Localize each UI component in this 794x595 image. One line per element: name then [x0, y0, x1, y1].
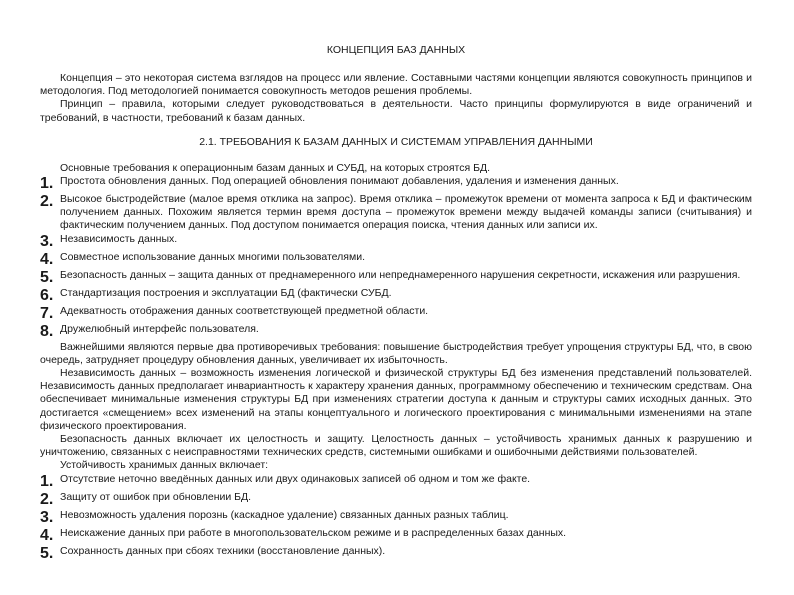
page-title: КОНЦЕПЦИЯ БАЗ ДАННЫХ	[326, 44, 466, 56]
item-text: Совместное использование данных многими пользователями.	[60, 250, 365, 263]
list-item	[40, 305, 752, 323]
item-number: 3.	[40, 508, 54, 526]
item-text: Дружелюбный интерфейс пользователя.	[60, 322, 259, 335]
list-item	[40, 545, 752, 563]
item-number: 4.	[40, 250, 54, 268]
intro-paragraph-principle: Принцип – правила, которыми следует руководствоваться в деятельности. Часто принципы формулируются в виде ограничений и требований, в частности, требований к базам данных.	[40, 98, 752, 124]
item-text: Стандартизация построения и эксплуатации БД (фактически СУБД.	[60, 286, 392, 299]
item-number: 3.	[40, 232, 54, 250]
paragraph-security: Безопасность данных включает их целостность и защиту. Целостность данных – устойчивость хранимых данных к разрушению и уничтожению, связанных с неисправностями технических средств, системными ошибками и ошибочными действиями пользователей.	[40, 433, 752, 459]
list-item	[40, 491, 752, 509]
item-text: Адекватность отображения данных соответствующей предметной области.	[60, 304, 429, 317]
stability-intro: Устойчивость хранимых данных включает:	[60, 459, 269, 472]
list-item	[40, 175, 752, 193]
item-text: Высокое быстродействие (малое время отклика на запрос). Время отклика – промежуток времени от момента запроса к БД и фактическим получением данных. Похожим является термин время доступа – промежуток времени между выдачей команды записи (считывания) и фактическим получением данных. Под доступом понимается операция поиска, чтения данных или записи их.	[60, 193, 752, 232]
list-item	[40, 193, 752, 233]
item-text: Неискажение данных при работе в многопользовательском режиме и в распределенных базах данных.	[60, 526, 567, 539]
item-number: 8.	[40, 322, 54, 340]
item-text: Отсутствие неточно введённых данных или двух одинаковых записей об одном и том же факте.	[60, 472, 531, 485]
list-item	[40, 233, 752, 251]
item-number: 2.	[40, 193, 54, 211]
item-text: Безопасность данных – защита данных от преднамеренного или непреднамеренного нарушения секретности, искажения или разрушения.	[60, 268, 741, 281]
stability-list	[40, 473, 752, 563]
list-item	[40, 251, 752, 269]
item-number: 5.	[40, 268, 54, 286]
list-item	[40, 269, 752, 287]
list-item	[40, 509, 752, 527]
item-number: 4.	[40, 526, 54, 544]
item-number: 6.	[40, 286, 54, 304]
item-number: 5.	[40, 544, 54, 562]
requirements-intro: Основные требования к операционным базам данных и СУБД, на которых строятся БД.	[60, 161, 491, 174]
list-item	[40, 473, 752, 491]
list-item	[40, 323, 752, 341]
item-number: 1.	[40, 175, 54, 193]
list-item	[40, 527, 752, 545]
section-title: 2.1. ТРЕБОВАНИЯ К БАЗАМ ДАННЫХ И СИСТЕМАМ УПРАВЛЕНИЯ ДАННЫМИ	[199, 135, 593, 148]
requirements-list	[40, 175, 752, 341]
item-number: 7.	[40, 304, 54, 322]
paragraph-independence: Независимость данных – возможность изменения логической и физической структуры БД без изменения представлений пользователей. Независимость данных предполагает инвариантность к характеру хранения данных, программному обеспечению и техническим средствам. Она обеспечивает минимальные изменения структуры БД при изменениях стратегии доступа к данным и структуры самих исходных данных. Это достигается «смещением» всех изменений на этапы концептуального и логического проектирования с минимальными изменениями на этапе физического проектирования.	[40, 367, 752, 432]
item-text: Простота обновления данных. Под операцией обновления понимают добавления, удаления и изменения данных.	[60, 175, 619, 188]
item-number: 1.	[40, 472, 54, 490]
paragraph-contradiction: Важнейшими являются первые два противоречивых требования: повышение быстродействия требует упрощения структуры БД, что, в свою очередь, затрудняет процедуру обновления данных, увеличивает их избыточность.	[40, 340, 752, 366]
item-text: Защиту от ошибок при обновлении БД.	[60, 490, 252, 503]
item-text: Сохранность данных при сбоях техники (восстановление данных).	[60, 544, 386, 557]
intro-paragraph-concept: Концепция – это некоторая система взглядов на процесс или явление. Составными частями концепции являются совокупность принципов и методология. Под методологией понимается совокупность методов решения проблемы.	[40, 72, 752, 98]
item-text: Независимость данных.	[60, 232, 178, 245]
item-text: Невозможность удаления порознь (каскадное удаление) связанных данных разных таблиц.	[60, 508, 509, 521]
list-item	[40, 287, 752, 305]
item-number: 2.	[40, 490, 54, 508]
